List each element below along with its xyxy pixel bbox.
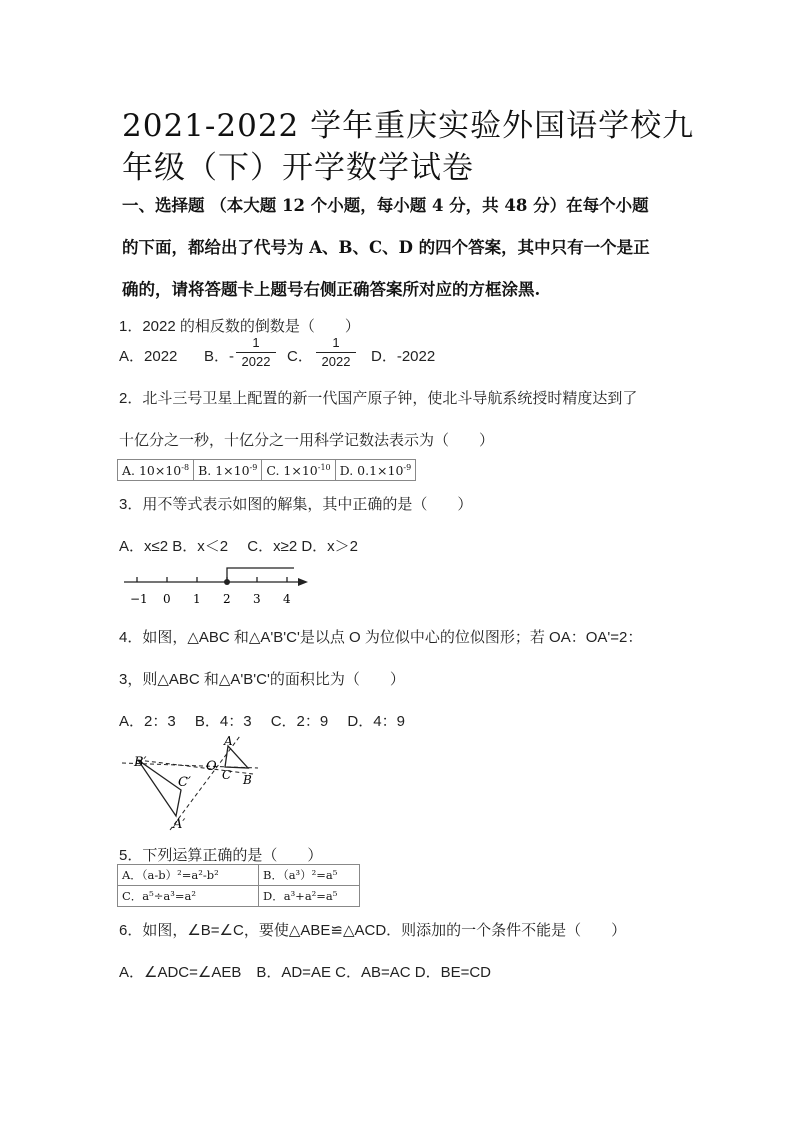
q2-options-table bbox=[117, 459, 416, 481]
section-instruction-line-1: 一、选择题 （本大题 12 个小题，每小题 4 分，共 48 分）在每个小题 bbox=[122, 196, 649, 215]
q2-option-c: C. $1\times 10^{-10}$ bbox=[262, 460, 335, 481]
triangle-abc bbox=[225, 746, 248, 768]
label-a-prime: A′ bbox=[173, 817, 186, 832]
label-b-prime: B′ bbox=[134, 755, 147, 770]
question-2-line-1: 2．北斗三号卫星上配置的新一代国产原子钟，使北斗导航系统授时精度达到了 bbox=[119, 390, 638, 407]
q1-option-b-fraction bbox=[236, 334, 276, 371]
q6-options: A．∠ADC=∠AEB B．AD=AE C．AB=AC D．BE=CD bbox=[119, 964, 491, 981]
q1-option-d: D．-2022 bbox=[371, 348, 436, 365]
tick-label-3: 3 bbox=[253, 592, 261, 606]
question-2-line-2: 十亿分之一秒，十亿分之一用科学记数法表示为（ ） bbox=[119, 432, 495, 449]
label-c-prime: C′ bbox=[178, 775, 191, 790]
q2-option-b: B. $1\times 10^{-9}$ bbox=[194, 460, 262, 481]
axis-arrow-icon bbox=[298, 578, 308, 586]
question-6-stem: 6．如图，∠B=∠C，要使△ABE≌△ACD．则添加的一个条件不能是（ ） bbox=[119, 922, 627, 939]
q5-option-d: D．a³+a²=a⁵ bbox=[259, 886, 360, 907]
q1-c-denominator: 2022 bbox=[321, 354, 351, 369]
q1-option-b-prefix: B．- bbox=[204, 348, 235, 365]
number-line-figure bbox=[118, 562, 318, 610]
solution-ray bbox=[227, 568, 294, 582]
q1-option-c-prefix: C． bbox=[287, 348, 313, 365]
label-a: A bbox=[224, 734, 233, 748]
tick-label-0: 0 bbox=[163, 592, 171, 606]
q5-option-b: B．（a³）²=a⁵ bbox=[259, 865, 360, 886]
exam-title-line-1: 2021-2022 学年重庆实验外国语学校九 bbox=[122, 108, 695, 144]
question-3-stem: 3．用不等式表示如图的解集，其中正确的是（ ） bbox=[119, 496, 473, 513]
q1-c-numerator: 1 bbox=[332, 335, 340, 350]
section-instruction-line-3: 确的，请将答题卡上题号右侧正确答案所对应的方框涂黑. bbox=[122, 280, 541, 299]
tick-label-4: 4 bbox=[283, 592, 291, 606]
q5-option-a: A．（a-b）²=a²-b² bbox=[118, 865, 259, 886]
label-c: C bbox=[222, 768, 232, 782]
tick-label-1: 1 bbox=[193, 592, 201, 606]
question-4-line-1: 4．如图，△ABC 和△A'B'C'是以点 O 为位似中心的位似图形；若 OA：OA'=2： bbox=[119, 629, 643, 646]
q1-b-numerator: 1 bbox=[252, 335, 260, 350]
question-5-stem: 5．下列运算正确的是（ ） bbox=[119, 847, 323, 864]
tick-label-2: 2 bbox=[223, 592, 231, 606]
question-4-line-2: 3，则△ABC 和△A'B'C'的面积比为（ ） bbox=[119, 671, 405, 688]
q1-b-denominator: 2022 bbox=[241, 354, 271, 369]
question-1-stem: 1．2022 的相反数的倒数是（ ） bbox=[119, 318, 360, 335]
similar-triangles-figure bbox=[118, 730, 268, 832]
q2-option-d: D. $0.1\times 10^{-9}$ bbox=[335, 460, 416, 481]
label-b: B bbox=[243, 773, 252, 787]
q1-option-c-fraction bbox=[316, 334, 356, 371]
q5-options-table bbox=[117, 864, 360, 907]
q3-options: A．x≤2 B．x＜2 C．x≥2 D．x＞2 bbox=[119, 538, 359, 555]
q1-option-a: A．2022 bbox=[119, 348, 178, 365]
label-o: O bbox=[206, 759, 217, 774]
tick-label-neg1: −1 bbox=[130, 592, 148, 606]
q5-option-c: C．a⁵÷a³=a² bbox=[118, 886, 259, 907]
exam-title-line-2: 年级（下）开学数学试卷 bbox=[122, 150, 474, 186]
q4-options: A．2：3 B．4：3 C．2：9 D．4：9 bbox=[119, 713, 405, 730]
solid-point bbox=[224, 579, 230, 585]
section-instruction-line-2: 的下面，都给出了代号为 A、B、C、D 的四个答案，其中只有一个是正 bbox=[122, 238, 650, 257]
q2-option-a: A. $10\times 10^{-8}$ bbox=[118, 460, 194, 481]
